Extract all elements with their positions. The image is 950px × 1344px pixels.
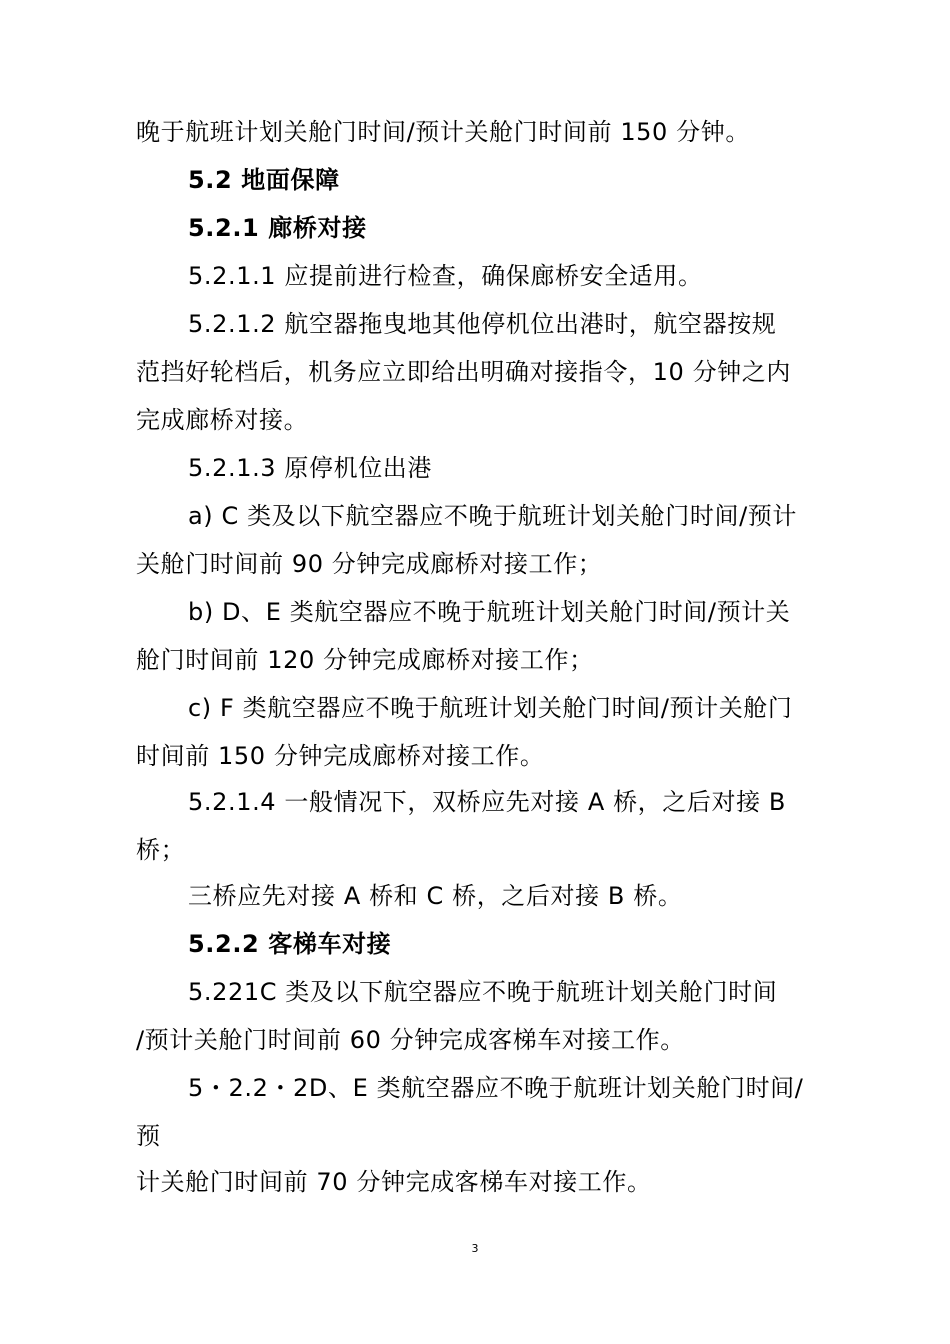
list-item-line: b) D、E 类航空器应不晚于航班计划关舱门时间/预计关 [188, 598, 791, 626]
body-text-line: 计关舱门时间前 70 分钟完成客梯车对接工作。 [136, 1168, 652, 1196]
section-heading: 5.2 地面保障 [188, 166, 340, 194]
clause-text-line: 5.2.1.1 应提前进行检查，确保廊桥安全适用。 [188, 262, 703, 290]
subsection-heading: 5.2.1 廊桥对接 [188, 214, 367, 242]
clause-text-line: 5.2.1.2 航空器拖曳地其他停机位出港时，航空器按规 [188, 310, 777, 338]
body-text-line: 范挡好轮档后，机务应立即给出明确对接指令，10 分钟之内 [136, 358, 791, 386]
body-text-line: 完成廊桥对接。 [136, 406, 309, 434]
body-text-line: 关舱门时间前 90 分钟完成廊桥对接工作； [136, 550, 603, 578]
body-text-line: /预计关舱门时间前 60 分钟完成客梯车对接工作。 [136, 1026, 685, 1054]
body-text-line: 三桥应先对接 A 桥和 C 桥，之后对接 B 桥。 [188, 882, 683, 910]
list-item-line: a) C 类及以下航空器应不晚于航班计划关舱门时间/预计 [188, 502, 797, 530]
subsection-heading: 5.2.2 客梯车对接 [188, 930, 392, 958]
body-text-line: 预 [136, 1122, 161, 1150]
list-item-line: c) F 类航空器应不晚于航班计划关舱门时间/预计关舱门 [188, 694, 793, 722]
clause-text-line: 5.221C 类及以下航空器应不晚于航班计划关舱门时间 [188, 978, 778, 1006]
body-text-line: 时间前 150 分钟完成廊桥对接工作。 [136, 742, 545, 770]
body-text-line: 桥； [136, 836, 186, 864]
clause-text-line: 5.2.1.4 一般情况下，双桥应先对接 A 桥，之后对接 B [188, 788, 786, 816]
body-text-line: 舱门时间前 120 分钟完成廊桥对接工作； [136, 646, 594, 674]
body-text-line: 晚于航班计划关舱门时间/预计关舱门时间前 150 分钟。 [136, 118, 750, 146]
clause-text-line: 5.2.1.3 原停机位出港 [188, 454, 432, 482]
page-number: 3 [471, 1242, 479, 1255]
clause-text-line: 5・2.2・2D、E 类航空器应不晚于航班计划关舱门时间/ [188, 1074, 804, 1102]
